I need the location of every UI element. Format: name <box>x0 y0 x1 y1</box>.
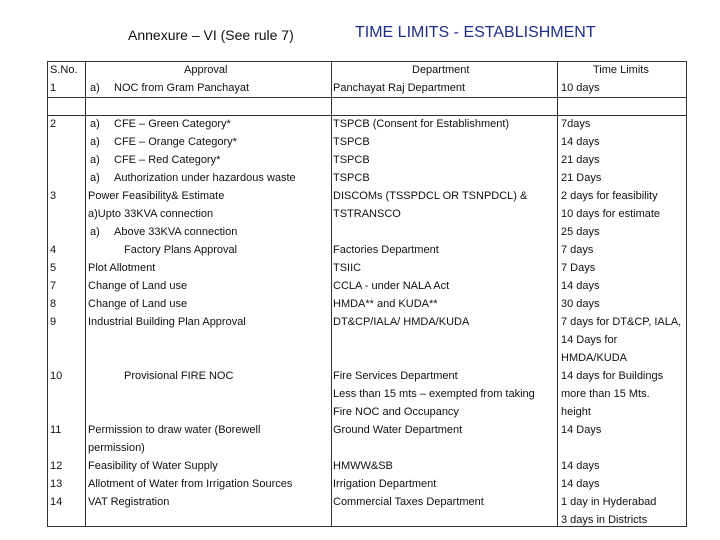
time-limit-cell: 7 days for DT&CP, IALA, <box>561 316 682 328</box>
sno-cell: 9 <box>50 316 57 328</box>
sno-cell: 13 <box>50 478 63 490</box>
department-cell: CCLA - under NALA Act <box>333 280 450 292</box>
department-cell: Ground Water Department <box>333 424 463 436</box>
column-divider <box>557 61 558 527</box>
sno-cell: 10 <box>50 370 63 382</box>
department-cell: Commercial Taxes Department <box>333 496 484 508</box>
header-approval: Approval <box>184 64 228 76</box>
list-marker: a) <box>90 172 100 184</box>
approval-cell: Industrial Building Plan Approval <box>88 316 246 328</box>
approval-cell: NOC from Gram Panchayat <box>114 82 250 94</box>
header-sno: S.No. <box>50 64 78 76</box>
time-limit-cell: 3 days in Districts <box>561 514 648 526</box>
department-cell: TSPCB <box>333 154 370 166</box>
approval-cell: Feasibility of Water Supply <box>88 460 218 472</box>
time-limit-cell: 14 Days for <box>561 334 618 346</box>
time-limit-cell: 7 days <box>561 244 594 256</box>
department-cell: Fire NOC and Occupancy <box>333 406 459 418</box>
time-limit-cell: HMDA/KUDA <box>561 352 628 364</box>
department-cell: Irrigation Department <box>333 478 437 490</box>
time-limit-cell: 25 days <box>561 226 600 238</box>
department-cell: DT&CP/IALA/ HMDA/KUDA <box>333 316 470 328</box>
department-cell: Less than 15 mts – exempted from taking <box>333 388 535 400</box>
approval-cell: CFE – Orange Category* <box>114 136 237 148</box>
annexure-label: Annexure – VI (See rule 7) <box>128 27 294 43</box>
time-limit-cell: 10 days <box>561 82 600 94</box>
list-marker: a) <box>90 82 100 94</box>
approval-cell: Power Feasibility& Estimate <box>88 190 225 202</box>
time-limit-cell: height <box>561 406 591 418</box>
approval-cell: Permission to draw water (Borewell <box>88 424 261 436</box>
sno-cell: 14 <box>50 496 63 508</box>
time-limit-cell: 2 days for feasibility <box>561 190 658 202</box>
sno-cell: 11 <box>50 424 62 436</box>
list-marker: a) <box>90 136 100 148</box>
header-time-limits: Time Limits <box>593 64 649 76</box>
row-divider <box>47 97 687 98</box>
column-divider <box>331 61 332 527</box>
department-cell: TSPCB <box>333 172 370 184</box>
time-limit-cell: 14 Days <box>561 424 602 436</box>
approval-cell: CFE – Red Category* <box>114 154 221 166</box>
sno-cell: 4 <box>50 244 57 256</box>
time-limit-cell: more than 15 Mts. <box>561 388 650 400</box>
list-marker: a) <box>90 118 100 130</box>
time-limit-cell: 14 days for Buildings <box>561 370 664 382</box>
department-cell: Fire Services Department <box>333 370 458 382</box>
list-marker: a) <box>90 226 100 238</box>
title-heading: TIME LIMITS - ESTABLISHMENT <box>355 24 596 41</box>
time-limit-cell: 21 days <box>561 154 600 166</box>
approval-cell: Authorization under hazardous waste <box>114 172 296 184</box>
approval-cell: Provisional FIRE NOC <box>124 370 234 382</box>
list-marker: a) <box>90 154 100 166</box>
department-cell: Factories Department <box>333 244 439 256</box>
sno-cell: 12 <box>50 460 63 472</box>
page-title <box>0 22 720 50</box>
time-limit-cell: 7days <box>561 118 591 130</box>
time-limit-cell: 14 days <box>561 460 600 472</box>
sno-cell: 8 <box>50 298 57 310</box>
sno-cell: 2 <box>50 118 57 130</box>
header-department: Department <box>412 64 470 76</box>
department-cell: HMWW&SB <box>333 460 393 472</box>
department-cell: DISCOMs (TSSPDCL OR TSNPDCL) & <box>333 190 528 202</box>
time-limit-cell: 14 days <box>561 280 600 292</box>
time-limit-cell: 21 Days <box>561 172 602 184</box>
sno-cell: 1 <box>50 82 57 94</box>
department-cell: Panchayat Raj Department <box>333 82 466 94</box>
department-cell: TSIIC <box>333 262 362 274</box>
approval-cell: Change of Land use <box>88 280 188 292</box>
department-cell: TSPCB <box>333 136 370 148</box>
approval-cell: CFE – Green Category* <box>114 118 231 130</box>
time-limit-cell: 10 days for estimate <box>561 208 661 220</box>
department-cell: HMDA** and KUDA** <box>333 298 438 310</box>
approval-cell: Above 33KVA connection <box>114 226 238 238</box>
time-limit-cell: 30 days <box>561 298 600 310</box>
approval-cell: permission) <box>88 442 145 454</box>
sno-cell: 7 <box>50 280 57 292</box>
sno-cell: 5 <box>50 262 57 274</box>
sno-cell: 3 <box>50 190 57 202</box>
column-divider <box>85 61 86 527</box>
department-cell: TSPCB (Consent for Establishment) <box>333 118 510 130</box>
time-limit-cell: 7 Days <box>561 262 596 274</box>
approval-cell: Change of Land use <box>88 298 188 310</box>
approval-cell: Allotment of Water from Irrigation Sources <box>88 478 293 490</box>
time-limit-cell: 1 day in Hyderabad <box>561 496 657 508</box>
approval-cell: VAT Registration <box>88 496 170 508</box>
time-limit-cell: 14 days <box>561 136 600 148</box>
approval-cell: Factory Plans Approval <box>124 244 238 256</box>
approval-cell: Plot Allotment <box>88 262 156 274</box>
department-cell: TSTRANSCO <box>333 208 401 220</box>
time-limit-cell: 14 days <box>561 478 600 490</box>
approval-cell: a)Upto 33KVA connection <box>88 208 214 220</box>
